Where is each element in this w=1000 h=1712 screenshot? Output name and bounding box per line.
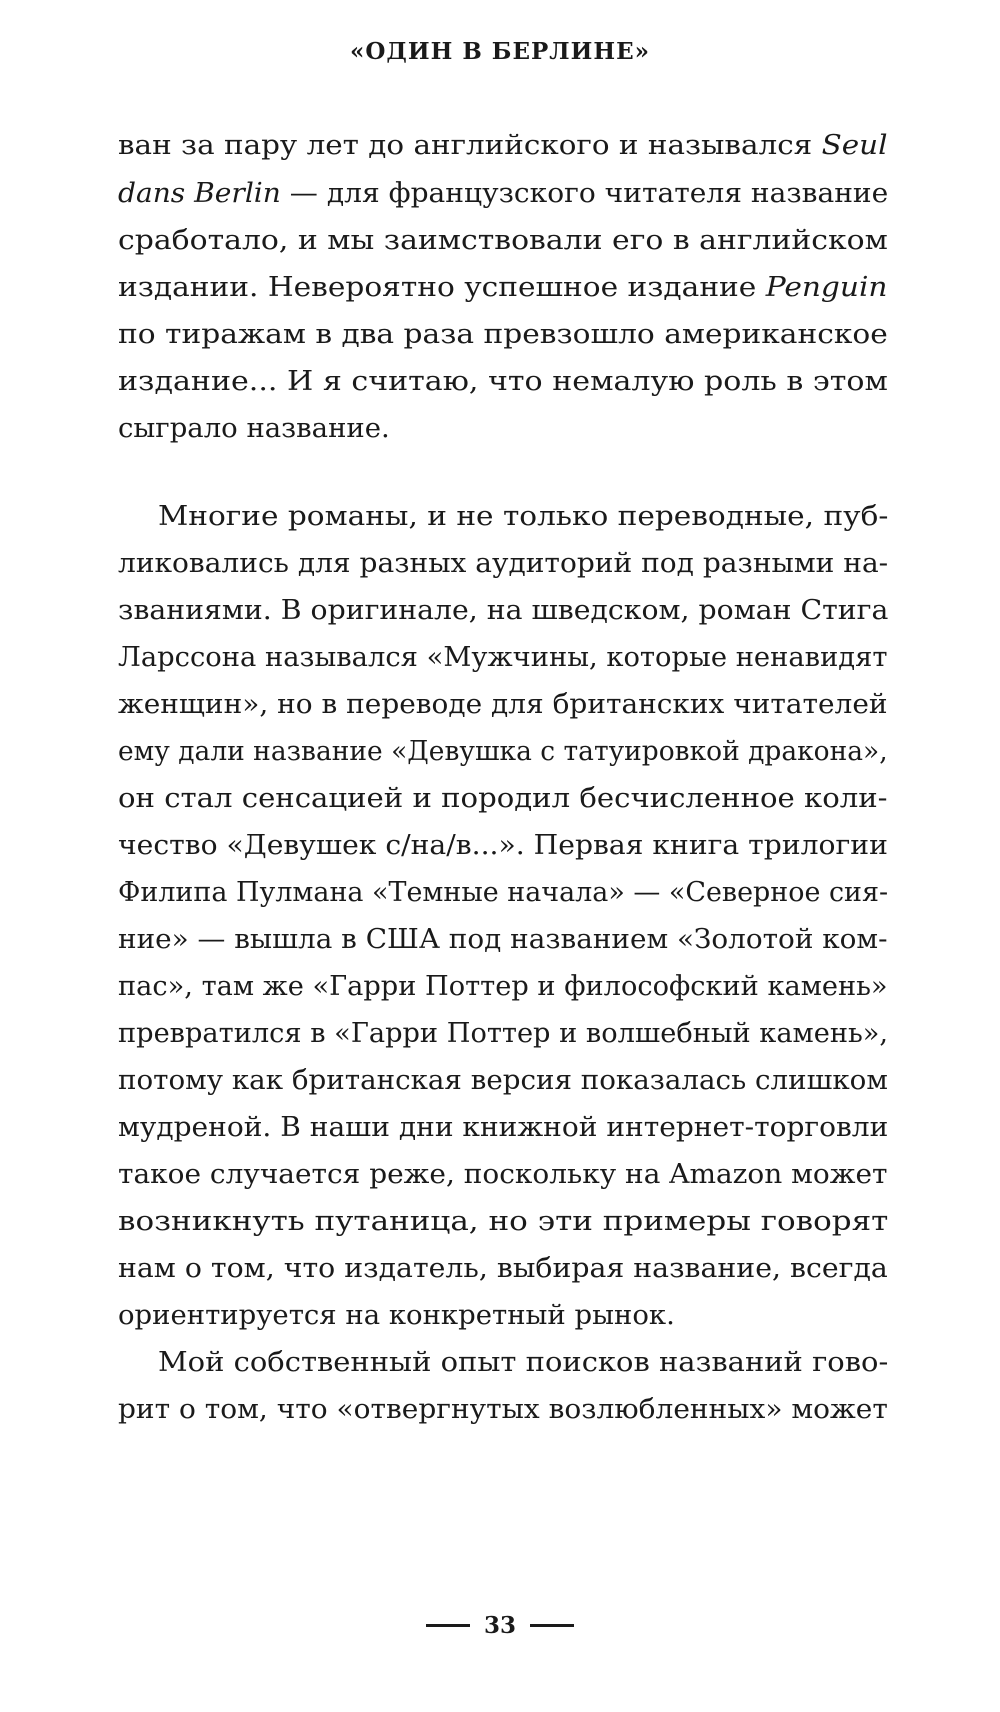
body-line: Ларссона назывался «Мужчины, которые ненавидят: [118, 641, 888, 673]
body-line: превратился в «Гарри Поттер и волшебный камень»,: [118, 1017, 889, 1049]
body-line: ему дали название «Девушка с татуировкой дракона»,: [118, 735, 888, 767]
body-line: Мой собственный опыт поисков названий гово-: [158, 1346, 889, 1378]
page-footer: [0, 1612, 1000, 1639]
quote-line: сыграло название.: [118, 412, 390, 444]
body-line: пас», там же «Гарри Поттер и философский камень»: [118, 970, 888, 1002]
quote-line: издание... И я считаю, что немалую роль в этом: [118, 365, 888, 397]
body-line: рит о том, что «отвергнутых возлюбленных» может: [118, 1393, 888, 1425]
right-dash: [530, 1624, 574, 1627]
quote-line: издании. Невероятно успешное издание Penguin: [118, 271, 888, 303]
body-line: званиями. В оригинале, на шведском, роман Стига: [118, 594, 889, 626]
body-line: женщин», но в переводе для британских читателей: [118, 688, 888, 720]
body-line: Филипа Пулмана «Темные начала» — «Северное сия-: [118, 876, 889, 908]
quote-line: по тиражам в два раза превзошло американское: [118, 318, 888, 350]
body-line: мудреной. В наши дни книжной интернет-торговли: [118, 1111, 889, 1143]
body-line: ориентируется на конкретный рынок.: [118, 1299, 675, 1331]
body-line: нам о том, что издатель, выбирая название, всегда: [118, 1252, 888, 1284]
running-header: «ОДИН В БЕРЛИНЕ»: [350, 38, 650, 65]
body-line: он стал сенсацией и породил бесчисленное коли-: [118, 782, 888, 814]
body-line: потому как британская версия показалась слишком: [118, 1064, 888, 1096]
body-line: такое случается реже, поскольку на Amazon может: [118, 1158, 888, 1190]
body-line: Многие романы, и не только переводные, пуб-: [158, 500, 889, 532]
quote-line: ван за пару лет до английского и назывался Seul: [118, 129, 888, 161]
body-line: чество «Девушек с/на/в...». Первая книга трилогии: [118, 829, 888, 861]
body-line: ние» — вышла в США под названием «Золотой ком-: [118, 923, 888, 955]
left-dash: [426, 1624, 470, 1627]
body-line: возникнуть путаница, но эти примеры говорят: [118, 1205, 889, 1237]
quote-line: dans Berlin — для французского читателя название: [118, 177, 889, 209]
body-line: ликовались для разных аудиторий под разными на-: [118, 547, 889, 579]
quote-line: сработало, и мы заимствовали его в английском: [118, 224, 888, 256]
page-number: 33: [483, 1612, 516, 1639]
